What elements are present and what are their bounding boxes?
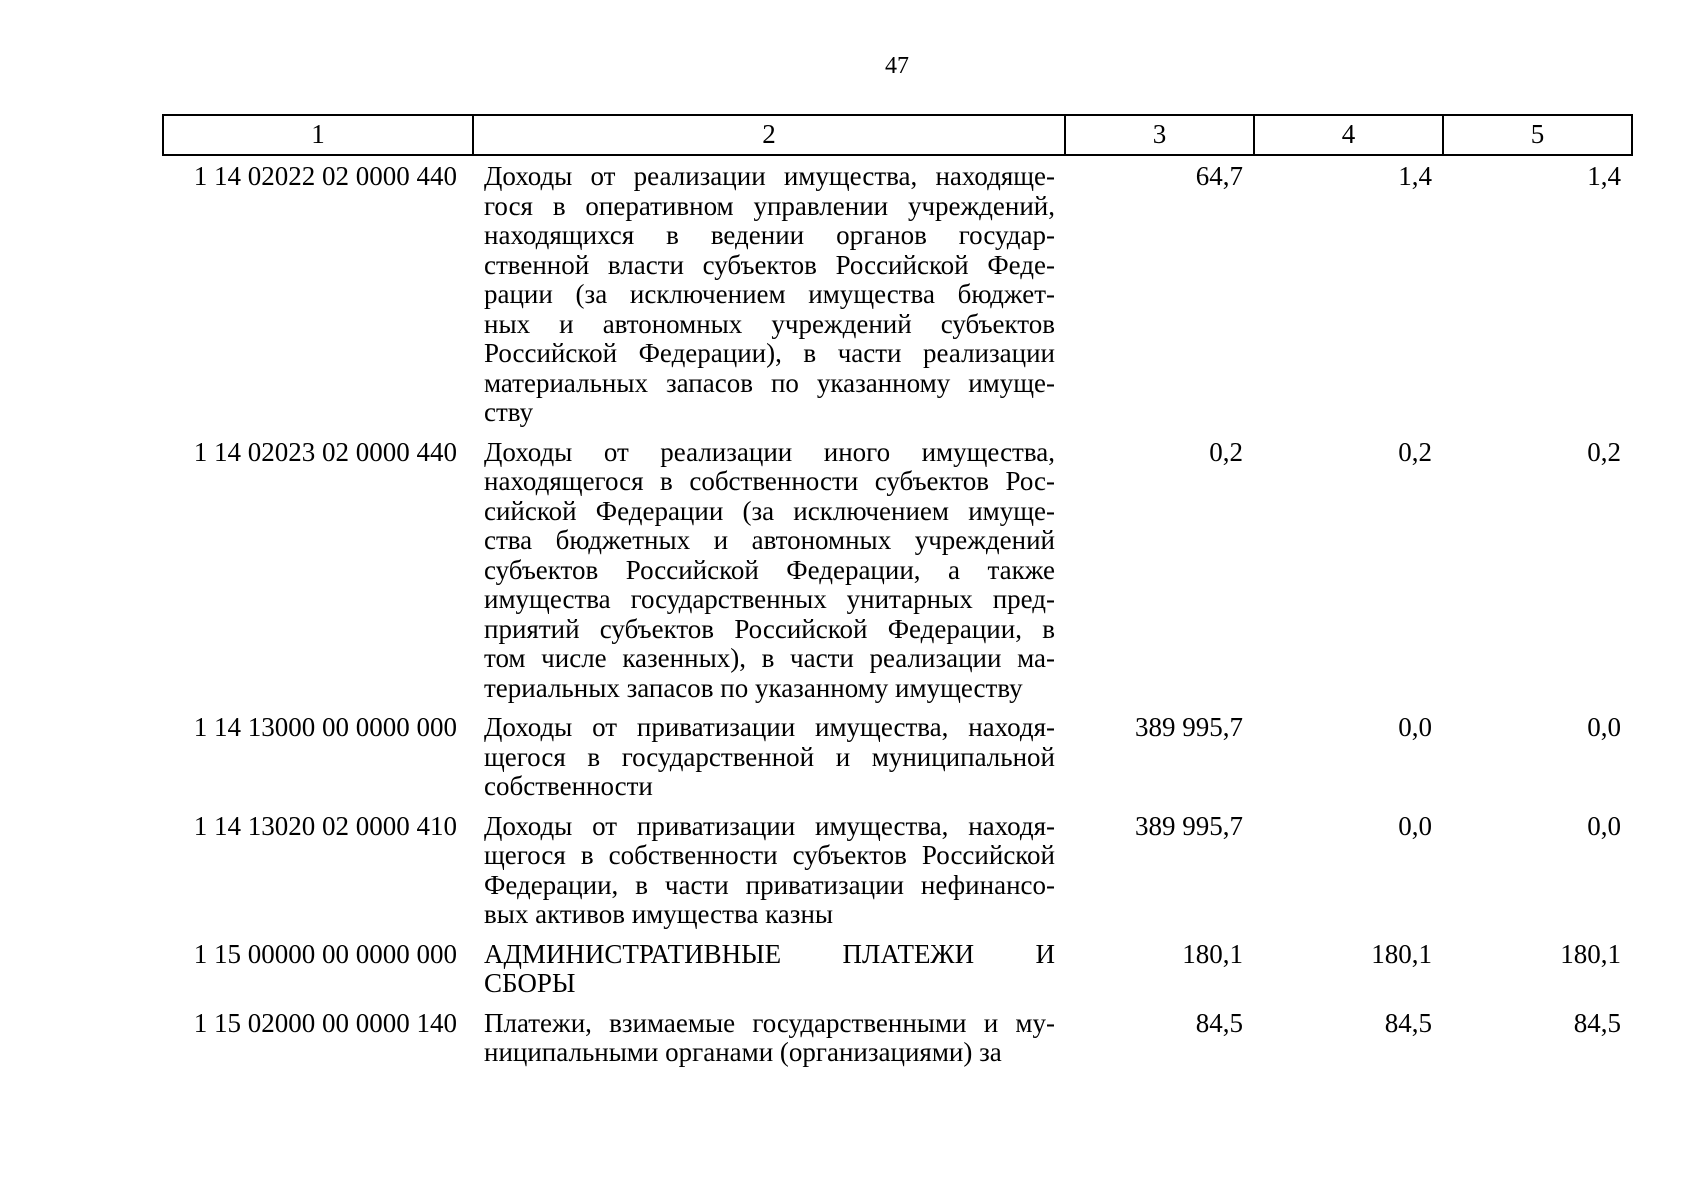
table-row [163,806,1632,934]
header-row [163,115,1632,155]
budget-code-cell: 1 14 13000 00 0000 000 [193,712,457,742]
header-col-5: 5 [1443,115,1632,155]
description-line: Платежи, взимаемые государственными и му- [484,1007,1055,1038]
value-cell-col-4: 1,4 [1398,161,1432,191]
description-line: том числе казенных), в части реализации ма- [484,643,1055,673]
description-line: находящихся в ведении органов государ- [484,220,1055,250]
description-line: Доходы от приватизации имущества, находя- [484,712,1055,742]
table-row [163,432,1632,708]
value-cell-col-4: 0,2 [1398,436,1432,467]
description-line: ниципальными органами (организациями) за [484,1037,1002,1067]
header-col-4: 4 [1254,115,1443,155]
value-cell-col-5: 1,4 [1587,161,1621,191]
description-line: СБОРЫ [484,968,576,998]
description-line: имущества государственных унитарных пред- [484,584,1055,614]
value-cell-col-4: 0,0 [1398,810,1432,841]
description-line: Доходы от реализации иного имущества, [484,436,1055,467]
description-cell [473,432,1065,708]
table-body [163,155,1632,1072]
value-cell-col-5: 0,0 [1587,810,1621,841]
page-number: 47 [885,53,909,79]
table-row [163,1003,1632,1072]
value-cell-col-4: 180,1 [1371,938,1432,969]
description-cell [473,707,1065,806]
budget-code-cell: 1 14 13020 02 0000 410 [193,810,457,841]
description-line: ственной власти субъектов Российской Феде- [484,249,1055,280]
description-line: Доходы от реализации имущества, находяще- [484,161,1055,191]
value-cell-col-4: 0,0 [1398,712,1432,742]
description-line: материальных запасов по указанному имуще- [484,367,1055,398]
value-cell-col-3: 180,1 [1182,938,1243,969]
value-cell-col-3: 389 995,7 [1135,810,1243,841]
description-cell [473,934,1065,1003]
description-cell [473,806,1065,934]
description-line: сийской Федерации (за исключением имуще- [484,495,1055,526]
budget-code-cell: 1 15 02000 00 0000 140 [193,1007,457,1038]
value-cell-col-5: 180,1 [1560,938,1621,969]
value-cell-col-5: 0,0 [1587,712,1621,742]
description-line: Российской Федерации), в части реализации [484,338,1055,368]
table-row [163,707,1632,806]
value-cell-col-3: 389 995,7 [1135,712,1243,742]
description-line: собственности [484,771,653,801]
description-line: Доходы от приватизации имущества, находя- [484,810,1055,841]
description-cell [473,155,1065,432]
budget-code-cell: 1 15 00000 00 0000 000 [193,938,457,969]
description-line: ства бюджетных и автономных учреждений [484,525,1055,555]
table-row [163,155,1632,432]
description-line: АДМИНИСТРАТИВНЫЕ ПЛАТЕЖИ И [484,938,1055,969]
value-cell-col-3: 84,5 [1195,1007,1243,1038]
description-line: щегося в собственности субъектов Российской [484,840,1055,870]
budget-code-cell: 1 14 02022 02 0000 440 [193,161,457,191]
description-line: вых активов имущества казны [484,899,834,929]
description-line: Федерации, в части приватизации нефинансо- [484,869,1055,900]
table-row [163,934,1632,1003]
description-line: рации (за исключением имущества бюджет- [484,279,1055,309]
description-line: находящегося в собственности субъектов Рос- [484,466,1055,496]
description-line: ных и автономных учреждений субъектов [484,308,1055,339]
description-line: щегося в государственной и муниципальной [484,741,1055,772]
value-cell-col-3: 64,7 [1195,161,1243,191]
description-line: териальных запасов по указанному имуществу [484,672,1023,703]
description-cell [473,1003,1065,1072]
value-cell-col-4: 84,5 [1384,1007,1432,1038]
revenue-table [162,114,1633,1072]
description-line: гося в оперативном управлении учреждений, [484,190,1055,221]
budget-code-cell: 1 14 02023 02 0000 440 [193,436,457,467]
value-cell-col-5: 0,2 [1587,436,1621,467]
value-cell-col-3: 0,2 [1209,436,1243,467]
header-col-2: 2 [473,115,1065,155]
description-line: субъектов Российской Федерации, а также [484,554,1055,585]
value-cell-col-5: 84,5 [1573,1007,1621,1038]
header-col-1: 1 [163,115,473,155]
table-header [163,115,1632,155]
description-line: ству [484,397,534,427]
header-col-3: 3 [1065,115,1254,155]
description-line: приятий субъектов Российской Федерации, в [484,613,1055,644]
